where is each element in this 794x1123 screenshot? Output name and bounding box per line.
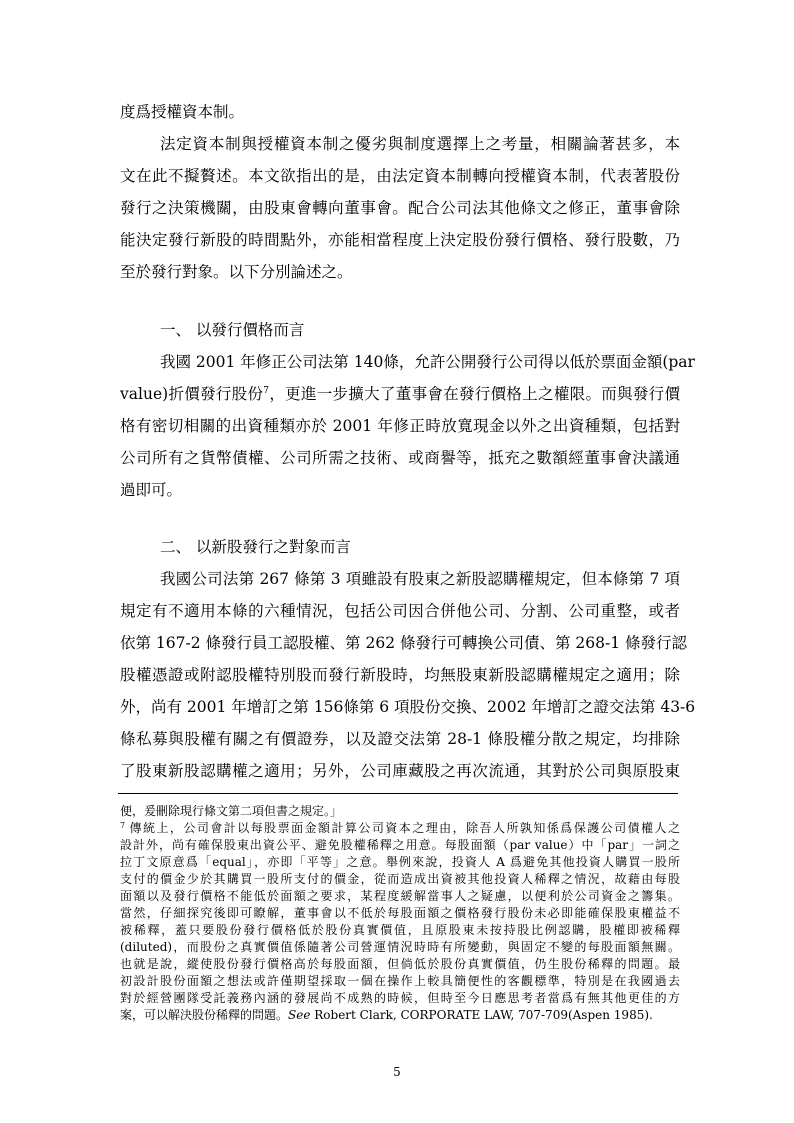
body-text-line: 度爲授權資本制。 [120,103,245,121]
paragraph-line: 我國公司法第 267 條第 3 項雖設有股東之新股認購權規定，但本條第 7 項 [160,570,680,588]
paragraph-line: 過即可。 [120,481,183,499]
paragraph-line: 規定有不適用本條的六種情況，包括公司因合併他公司、分割、公司重整，或者 [120,602,680,620]
paragraph-line: 股權憑證或附認股權特別股而發行新股時，均無股東新股認購權規定之適用；除 [120,666,680,684]
paragraph-line [120,384,680,404]
footnote-7-line: 支付的價金少於其購買一股所支付的價金，從而造成出資被其他投資人稀釋之情況，故藉由每股 [120,872,680,886]
paragraph-line: 發行之決策機關，由股東會轉向董事會。配合公司法其他條文之修正，董事會除 [120,199,680,217]
paragraph-line: 外，尚有 2001 年增訂之第 156條第 6 項股份交換、2002 年增訂之證交法第 43-6 [120,698,696,716]
section-heading-subject: 二、 以新股發行之對象而言 [160,538,351,556]
paragraph-line: 了股東新股認購權之適用；另外，公司庫藏股之再次流通，其對於公司與原股東 [120,762,680,780]
footnote-7-line: 面額以及發行價格不能低於面額之要求，某程度緩解當事人之疑慮，以便利於公司資金之籌集。 [120,889,680,903]
paragraph-line: 文在此不擬贅述。本文欲指出的是，由法定資本制轉向授權資本制，代表著股份 [120,167,680,185]
paragraph-line: 條私募與股權有關之有價證券，以及證交法第 28-1 條股權分散之規定，均排除 [120,730,680,748]
footnote-7-line [120,1007,680,1023]
footnote-7-line: 初設計股份面額之想法或許僅期望採取一個在操作上較具簡便性的客觀標準，特別是在我國過去 [120,974,680,988]
citation-signal: See [288,1008,311,1022]
paragraph-line: 法定資本制與授權資本制之優劣與制度選擇上之考量，相關論著甚多，本 [160,135,680,153]
paragraph-line: 格有密切相關的出資種類亦於 2001 年修正時放寬現金以外之出資種類，包括對 [120,417,680,435]
footnote-7-line: 也就是說，縱使股份發行價格高於每股面額，但倘低於股份真實價值，仍生股份稀釋的問題。最 [120,957,680,971]
footnote-7-line: 拉丁文原意爲「equal」，亦即「平等」之意。舉例來說，投資人 A 爲避免其他投資人購買一股所 [120,855,680,869]
footnote-7-line: 對於經營團隊受託義務內涵的發展尚不成熟的時候，但時至今日應思考者當爲有無其他更佳的方 [120,991,680,1005]
footnote-ref-7[interactable]: 7 [263,385,270,396]
footnote-continuation: 便，爰刪除現行條文第二項但書之規定。」 [120,804,343,818]
paragraph-line: 至於發行對象。以下分別論述之。 [120,263,353,281]
footnote-7-text: 傳統上，公司會計以每股票面金額計算公司資本之理由，除吾人所孰知係爲保護公司債權人之 [128,821,680,835]
footnote-7-marker: 7 [120,821,126,830]
text-segment: value)折價發行股份 [120,385,264,403]
text-segment: ，更進一步擴大了董事會在發行價格上之權限。而與發行價 [269,385,680,403]
footnote-7-line: 被稀釋，蓋只要股份發行價格低於股份真實價值，且原股東未按持股比例認購，股權即被稀釋 [120,923,680,937]
footnote-7-line [120,820,680,836]
footnote-7-line: 設計外，尚有確保股東出資公平、避免股權稀釋之用意。每股面額（par value）中「par」一詞之 [120,838,680,852]
citation: Robert Clark, CORPORATE LAW, 707-709(Aspen 1985). [310,1008,653,1022]
paragraph-line: 依第 167-2 條發行員工認股權、第 262 條發行可轉換公司債、第 268-1 條發行認 [120,634,688,652]
section-heading-price: 一、 以發行價格而言 [160,321,305,339]
paragraph-line: 我國 2001 年修正公司法第 140條，允許公開發行公司得以低於票面金額(par [160,353,695,371]
footnote-separator [118,793,678,794]
text-segment: 案，可以解決股份稀釋的問題。 [120,1008,289,1022]
footnote-7-line: (diluted)，而股份之真實價值係隨著公司營運情況時時有所變動，與固定不變的每股面額無關。 [120,940,680,954]
page-number: 5 [393,1065,401,1079]
paragraph-line: 公司所有之貨幣債權、公司所需之技術、或商譽等，抵充之數額經董事會決議通 [120,449,680,467]
paragraph-line: 能決定發行新股的時間點外，亦能相當程度上決定股份發行價格、發行股數，乃 [120,231,680,249]
footnote-7-line: 當然，仔細探究後即可瞭解，董事會以不低於每股面額之價格發行股份未必即能確保股東權益不 [120,906,680,920]
